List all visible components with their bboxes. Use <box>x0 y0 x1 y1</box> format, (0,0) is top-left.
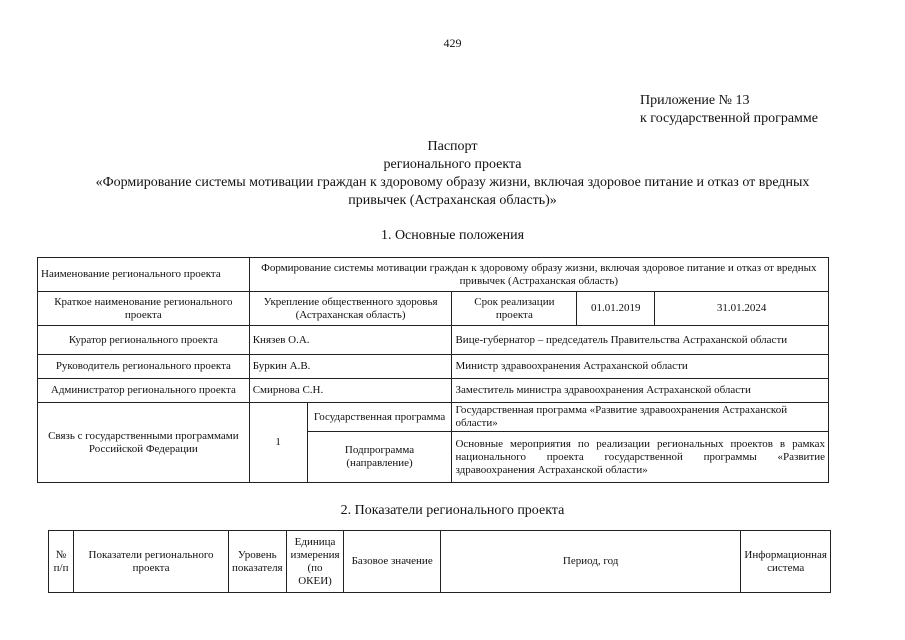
curator-label: Куратор регионального проекта <box>38 326 250 355</box>
header-period: Период, год <box>440 531 741 593</box>
appendix-note <box>640 92 818 128</box>
table-row <box>38 355 829 379</box>
table-row <box>38 292 829 326</box>
state-program-value: Государственная программа «Развитие здравоохранения Астраханской области» <box>452 403 829 432</box>
end-date: 31.01.2024 <box>655 292 829 326</box>
header-base: Базовое значение <box>344 531 440 593</box>
project-name-value: Формирование системы мотивации граждан к здоровому образу жизни, включая здоровое питание и отказ от вредных привычек (Астраханская область) <box>249 258 828 292</box>
table-header-row <box>49 531 831 593</box>
page-number: 429 <box>443 36 462 50</box>
admin-label: Администратор регионального проекта <box>38 379 250 403</box>
curator-position: Вице-губернатор – председатель Правительства Астраханской области <box>452 326 829 355</box>
appendix-line-2: к государственной программе <box>640 111 818 126</box>
start-date: 01.01.2019 <box>577 292 655 326</box>
title-line-1: Паспорт <box>427 139 478 154</box>
state-program-label: Государственная программа <box>307 403 452 432</box>
subprogram-value: Основные мероприятия по реализации региональных проектов в рамках национального проекта государственной программы «Развитие здравоохранения Астраханской области» <box>452 432 829 483</box>
header-indicators: Показатели регионального проекта <box>74 531 229 593</box>
document-title <box>20 138 885 210</box>
header-level: Уровень показателя <box>228 531 286 593</box>
indicators-table <box>48 530 831 593</box>
table-row <box>38 379 829 403</box>
program-link-label: Связь с государственными программами Российской Федерации <box>38 403 250 483</box>
header-info-system: Информационная система <box>741 531 831 593</box>
program-link-number: 1 <box>249 403 307 483</box>
curator-name: Князев О.А. <box>249 326 452 355</box>
basic-provisions-table <box>37 257 829 483</box>
head-position: Министр здравоохранения Астраханской области <box>452 355 829 379</box>
admin-name: Смирнова С.Н. <box>249 379 452 403</box>
title-line-4: привычек (Астраханская область)» <box>348 193 557 208</box>
header-num: № п/п <box>49 531 74 593</box>
title-line-3: «Формирование системы мотивации граждан к здоровому образу жизни, включая здоровое питание и отказ от вредных <box>95 175 810 190</box>
section-1-heading: 1. Основные положения <box>380 228 525 243</box>
table-row <box>38 258 829 292</box>
header-unit: Единица измерения (по ОКЕИ) <box>286 531 344 593</box>
subprogram-label: Подпрограмма (направление) <box>307 432 452 483</box>
table-row <box>38 326 829 355</box>
appendix-line-1: Приложение № 13 <box>640 93 750 108</box>
title-line-2: регионального проекта <box>383 157 522 172</box>
admin-position: Заместитель министра здравоохранения Астраханской области <box>452 379 829 403</box>
term-label: Срок реализации проекта <box>452 292 577 326</box>
head-label: Руководитель регионального проекта <box>38 355 250 379</box>
short-name-label: Краткое наименование регионального проекта <box>38 292 250 326</box>
project-name-label: Наименование регионального проекта <box>38 258 250 292</box>
section-2-heading: 2. Показатели регионального проекта <box>340 503 565 518</box>
head-name: Буркин А.В. <box>249 355 452 379</box>
table-row <box>38 403 829 432</box>
short-name-value: Укрепление общественного здоровья (Астраханская область) <box>249 292 452 326</box>
